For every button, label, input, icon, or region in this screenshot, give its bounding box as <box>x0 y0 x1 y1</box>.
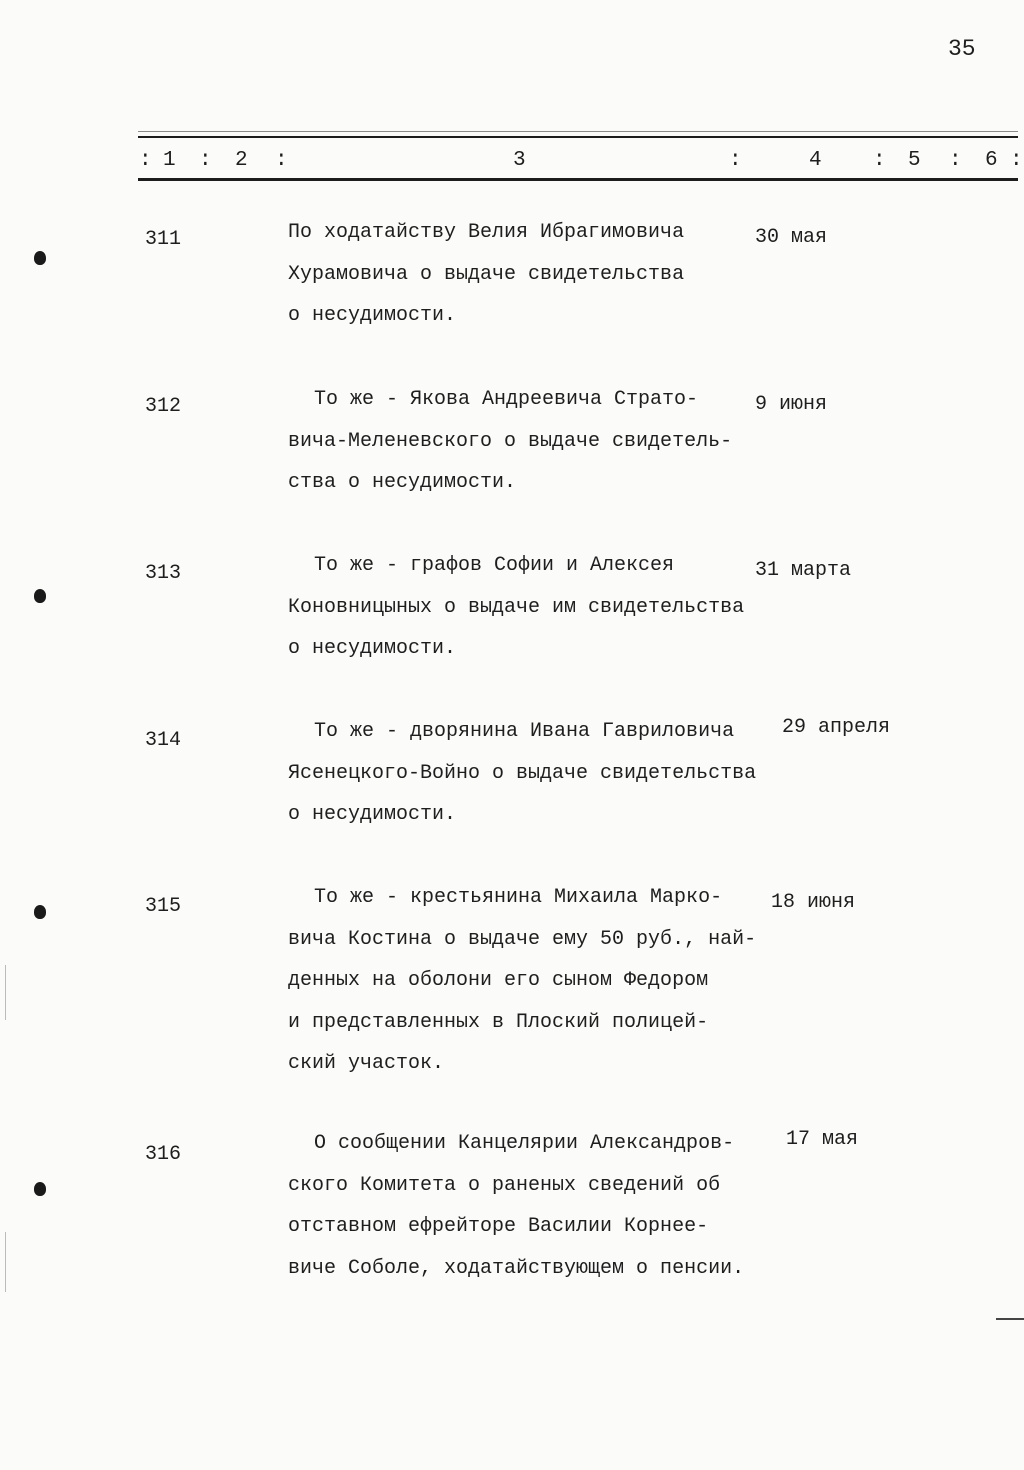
header-top-rule <box>138 136 1018 138</box>
description-line: Коновницыных о выдаче им свидетельства <box>288 595 745 619</box>
punch-hole-mark <box>34 589 46 603</box>
description-line: ства о несудимости. <box>288 471 517 494</box>
description-line: То же - графов Софии и Алексея <box>314 554 675 577</box>
header-separator: : <box>199 149 212 172</box>
entry-description <box>288 877 758 1085</box>
header-col-1: 1 <box>163 149 176 172</box>
entry-number: 316 <box>145 1143 182 1166</box>
description-line: То же - дворянина Ивана Гавриловича <box>314 720 735 743</box>
header-separator: : <box>1010 149 1023 172</box>
entry-date: 17 мая <box>786 1128 859 1151</box>
entry-number: 313 <box>145 562 182 585</box>
description-line: о несудимости. <box>288 803 457 826</box>
description-line: и представленных в Плоский полицей- <box>288 1010 709 1034</box>
entry-date: 9 июня <box>755 393 828 416</box>
header-separator: : <box>949 149 962 172</box>
description-line: отставном ефрейторе Василии Корнее- <box>288 1215 709 1238</box>
punch-hole-mark <box>34 251 46 265</box>
entry-description <box>288 711 758 836</box>
description-line: вича Костина о выдаче ему 50 руб., най- <box>288 927 757 951</box>
description-line: Хурамовича о выдаче свидетельства <box>288 262 685 286</box>
description-line: виче Соболе, ходатайствующем о пенсии. <box>288 1256 745 1280</box>
description-line: вича-Меленевского о выдаче свидетель- <box>288 429 733 453</box>
description-line: Ясенецкого-Войно о выдаче свидетельства <box>288 761 757 785</box>
header-separator: : <box>729 149 742 172</box>
description-line: О сообщении Канцелярии Александров- <box>314 1132 735 1155</box>
description-line: ский участок. <box>288 1052 445 1075</box>
entry-date: 18 июня <box>771 891 856 914</box>
header-top-thin-rule <box>138 131 1018 132</box>
header-col-4: 4 <box>809 149 822 172</box>
header-col-2: 2 <box>235 149 248 172</box>
description-line: о несудимости. <box>288 637 457 660</box>
edge-mark <box>996 1318 1024 1320</box>
header-col-3: 3 <box>513 149 526 172</box>
description-line: То же - крестьянина Михаила Марко- <box>314 886 723 909</box>
header-separator: : <box>873 149 886 172</box>
description-line: о несудимости. <box>288 304 457 327</box>
margin-line <box>5 965 6 1020</box>
entry-date: 31 марта <box>755 559 852 582</box>
entry-description <box>288 212 758 337</box>
entry-number: 311 <box>145 228 182 251</box>
header-col-5: 5 <box>908 149 921 172</box>
description-line: ского Комитета о раненых сведений об <box>288 1173 721 1197</box>
entry-date: 29 апреля <box>782 716 891 739</box>
punch-hole-mark <box>34 905 46 919</box>
description-line: По ходатайству Велия Ибрагимовича <box>288 221 685 244</box>
header-col-6: 6 <box>985 149 998 172</box>
entry-number: 315 <box>145 895 182 918</box>
page-number: 35 <box>948 36 976 62</box>
description-line: денных на оболони его сыном Федором <box>288 969 709 992</box>
header-separator: : <box>275 149 288 172</box>
entry-description <box>288 379 758 504</box>
description-line: То же - Якова Андреевича Страто- <box>314 388 699 411</box>
margin-line <box>5 1232 6 1292</box>
entry-number: 312 <box>145 395 182 418</box>
punch-hole-mark <box>34 1182 46 1196</box>
header-bottom-rule <box>138 178 1018 181</box>
entry-date: 30 мая <box>755 226 828 249</box>
entry-description <box>288 545 758 670</box>
header-separator: : <box>139 149 152 172</box>
entry-number: 314 <box>145 729 182 752</box>
entry-description <box>288 1123 758 1289</box>
